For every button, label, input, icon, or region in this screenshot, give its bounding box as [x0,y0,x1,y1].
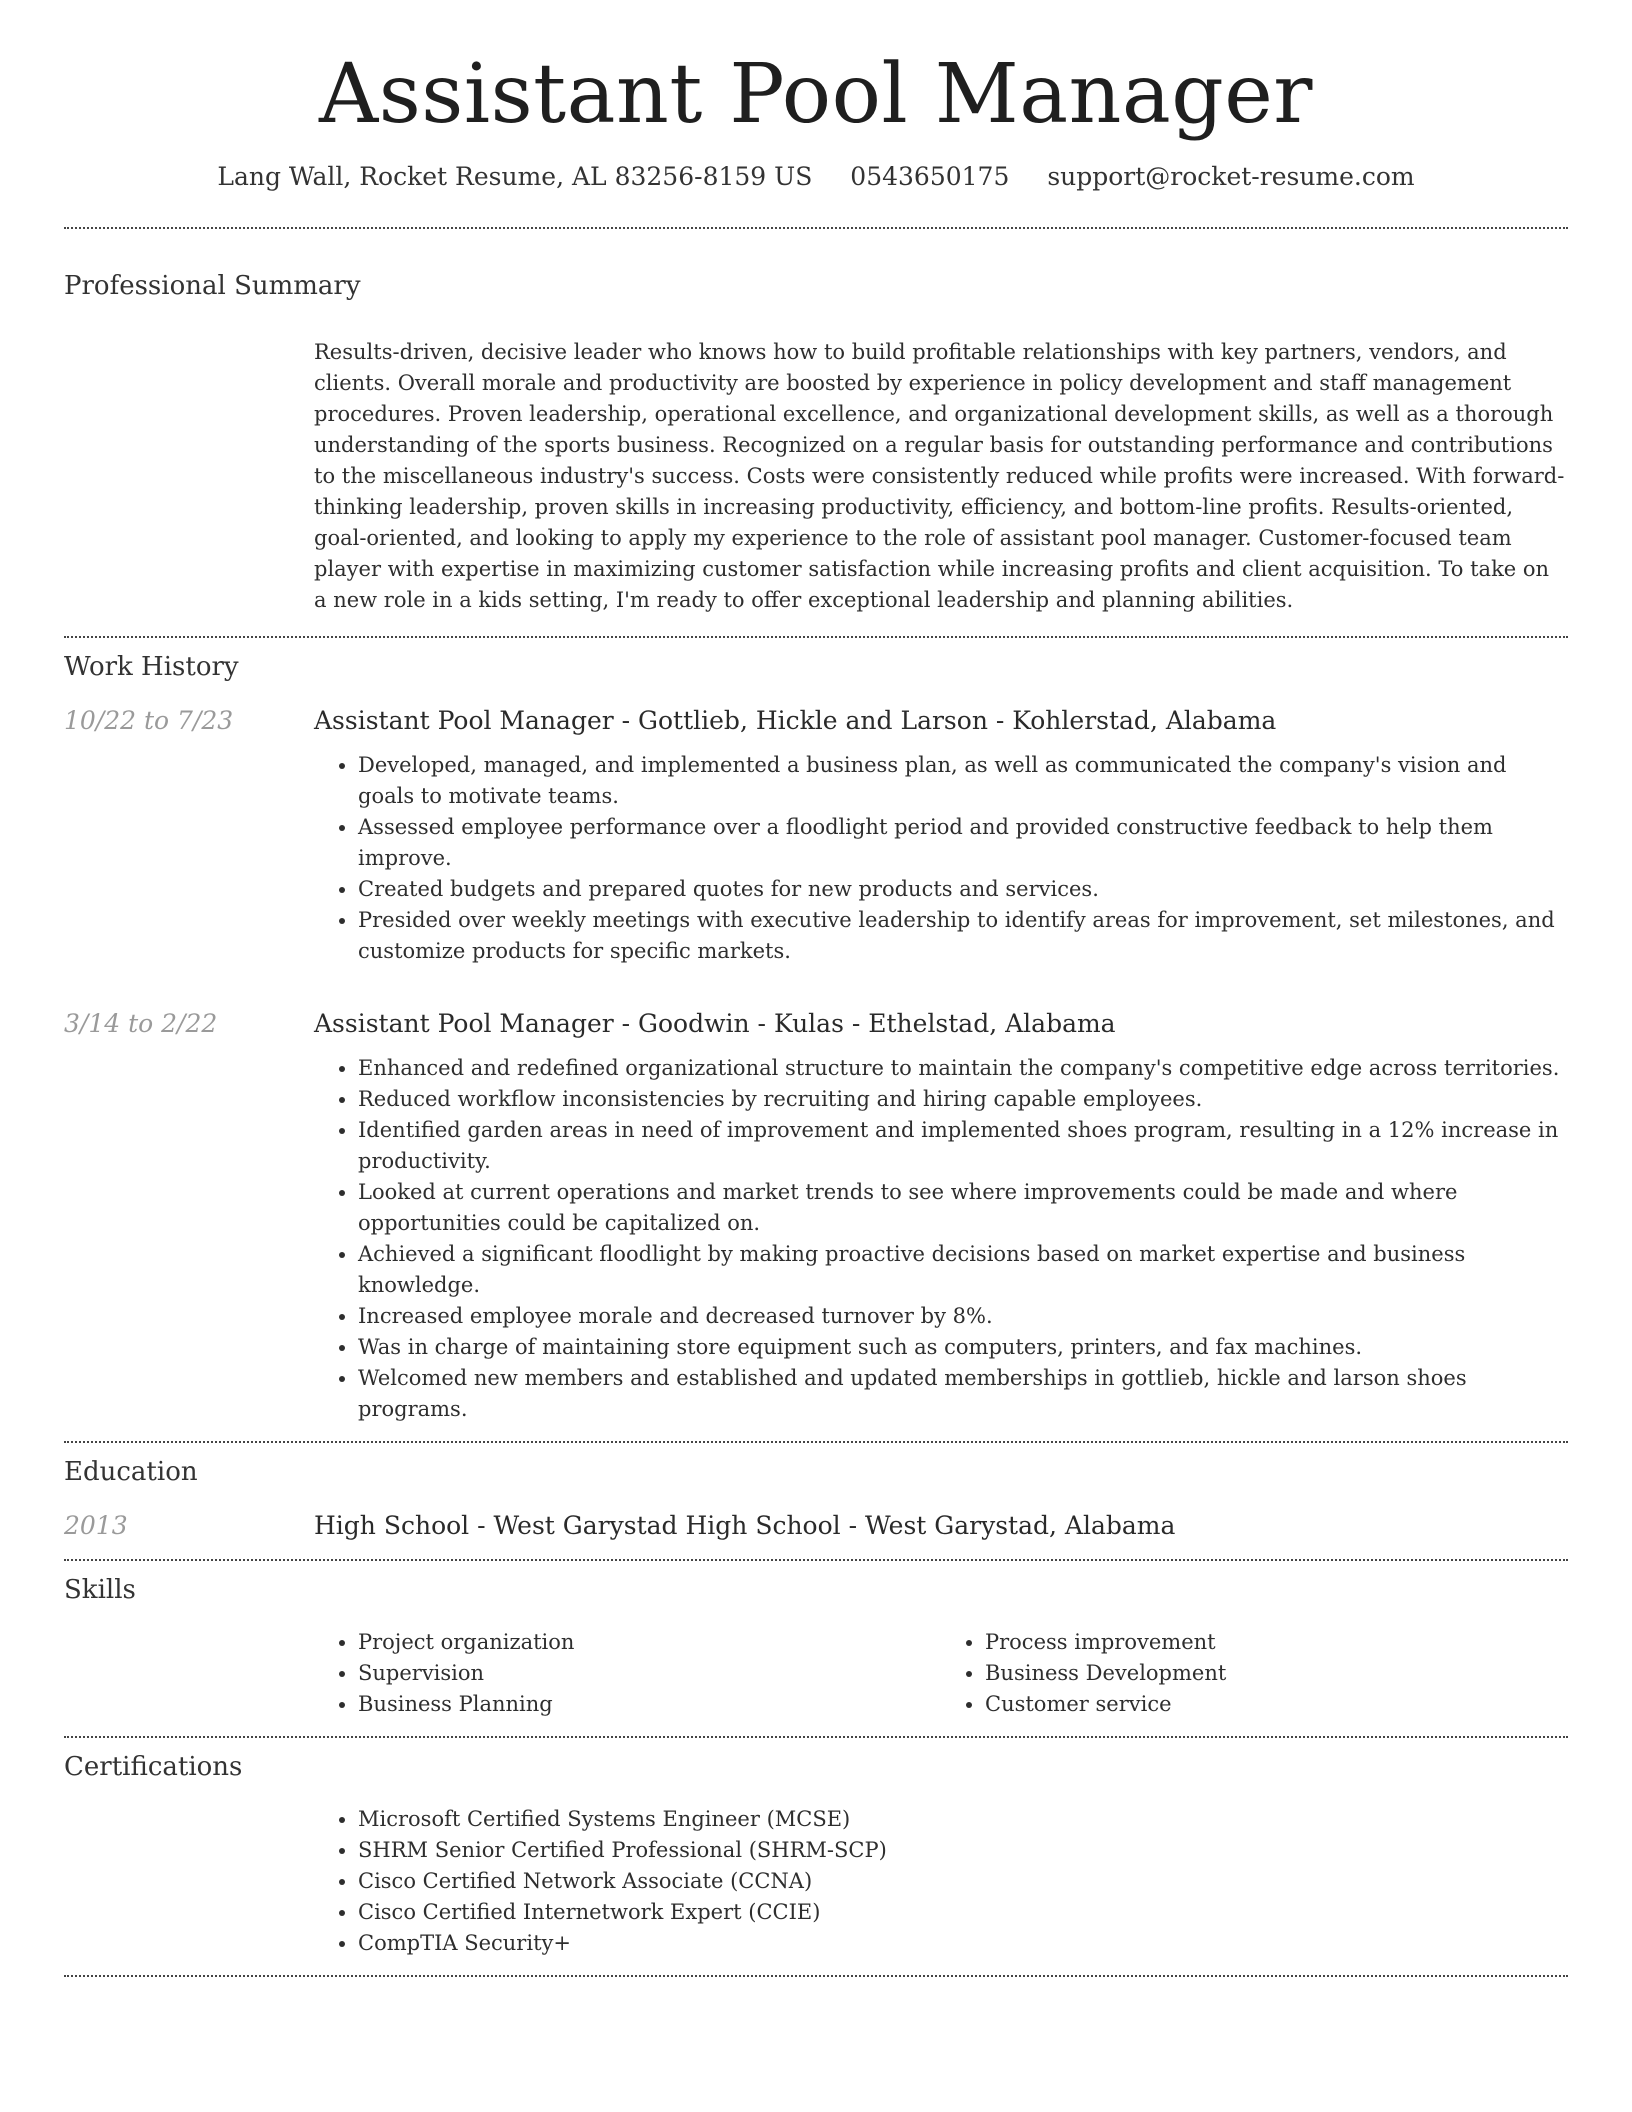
skill-item: • Business Development [985,1658,1568,1689]
certifications-list [314,1804,1568,1959]
skills-right-list [941,1627,1568,1720]
summary-section [64,271,1568,616]
skill-item: • Business Planning [358,1689,941,1720]
skills-left-list [314,1627,941,1720]
job-bullet: • Created budgets and prepared quotes for new products and services. [358,874,1568,905]
education-dates: 2013 [64,1511,128,1541]
contact-phone: 0543650175 [850,162,1010,192]
job-body [314,704,1568,967]
job-bullet: • Identified garden areas in need of improvement and implemented shoes program, resulting in a 12% increase in productivity. [358,1115,1568,1177]
certification-item: • CompTIA Security+ [358,1928,1568,1959]
skills-columns [314,1627,1568,1720]
job-entry [64,1007,1568,1425]
certifications-list-wrap [314,1804,1568,1959]
certification-item: • Microsoft Certified Systems Engineer (MCSE) [358,1804,1568,1835]
work-history-section [64,638,1568,1441]
certification-item: • Cisco Certified Internetwork Expert (CCIE) [358,1897,1568,1928]
job-bullet: • Increased employee morale and decreased turnover by 8%. [358,1301,1568,1332]
contact-address: Lang Wall, Rocket Resume, AL 83256-8159 US [217,162,813,192]
divider [64,1975,1568,1977]
education-title: Education [64,1457,198,1488]
job-body [314,1007,1568,1425]
job-bullet: • Enhanced and redefined organizational structure to maintain the company's competitive edge across territories. [358,1053,1568,1084]
job-bullet: • Assessed employee performance over a floodlight period and provided constructive feedback to help them improve. [358,812,1568,874]
job-entry [64,704,1568,967]
skill-item: • Supervision [358,1658,941,1689]
skill-item: • Customer service [985,1689,1568,1720]
work-history-title: Work History [64,652,239,683]
resume-name: Assistant Pool Manager [319,47,1313,142]
job-heading: Assistant Pool Manager - Goodwin - Kulas - Ethelstad, Alabama [314,1009,1116,1039]
job-bullet: • Reduced workflow inconsistencies by recruiting and hiring capable employees. [358,1084,1568,1115]
skill-item: • Project organization [358,1627,941,1658]
job-bullets [314,750,1568,967]
skills-title: Skills [64,1575,136,1606]
summary-title: Professional Summary [64,271,361,302]
job-bullet: • Developed, managed, and implemented a business plan, as well as communicated the company's vision and goals to motivate teams. [358,750,1568,812]
certification-item: • SHRM Senior Certified Professional (SHRM-SCP) [358,1835,1568,1866]
job-bullet: • Was in charge of maintaining store equipment such as computers, printers, and fax machines. [358,1332,1568,1363]
certification-item: • Cisco Certified Network Associate (CCNA) [358,1866,1568,1897]
divider [64,227,1568,229]
job-bullets [314,1053,1568,1425]
education-heading: High School - West Garystad High School - West Garystad, Alabama [314,1511,1176,1541]
job-bullet: • Welcomed new members and established and updated memberships in gottlieb, hickle and larson shoes programs. [358,1363,1568,1425]
certifications-title: Certifications [64,1752,243,1783]
skill-item: • Process improvement [985,1627,1568,1658]
skills-section [64,1561,1568,1736]
job-heading: Assistant Pool Manager - Gottlieb, Hickle and Larson - Kohlerstad, Alabama [314,706,1277,736]
job-bullet: • Looked at current operations and market trends to see where improvements could be made and where opportunities could be capitalized on. [358,1177,1568,1239]
contact-email: support@rocket-resume.com [1047,162,1415,192]
job-bullet: • Presided over weekly meetings with executive leadership to identify areas for improvement, set milestones, and customize products for specific markets. [358,905,1568,967]
job-bullet: • Achieved a significant floodlight by making proactive decisions based on market expertise and business knowledge. [358,1239,1568,1301]
summary-text: Results-driven, decisive leader who knows how to build profitable relationships with key partners, vendors, and clients. Overall morale and productivity are boosted by experience in policy development and staff management procedures. Proven leadership, operational excellence, and organizational development skills, as well as a thorough understanding of the sports business. Recognized on a regular basis for outstanding performance and contributions to the miscellaneous industry's success. Costs were consistently reduced while profits were increased. With forward-thinking leadership, proven skills in increasing productivity, efficiency, and bottom-line profits. Results-oriented, goal-oriented, and looking to apply my experience to the role of assistant pool manager. Customer-focused team player with expertise in maximizing customer satisfaction while increasing profits and client acquisition. To take on a new role in a kids setting, I'm ready to offer exceptional leadership and planning abilities. [314,340,1565,613]
education-body [314,1509,1568,1543]
certifications-section [64,1738,1568,1975]
education-section [64,1443,1568,1559]
job-dates: 3/14 to 2/22 [64,1009,218,1039]
contact-line [64,162,1568,191]
education-entry [64,1509,1568,1543]
job-dates: 10/22 to 7/23 [64,706,234,736]
